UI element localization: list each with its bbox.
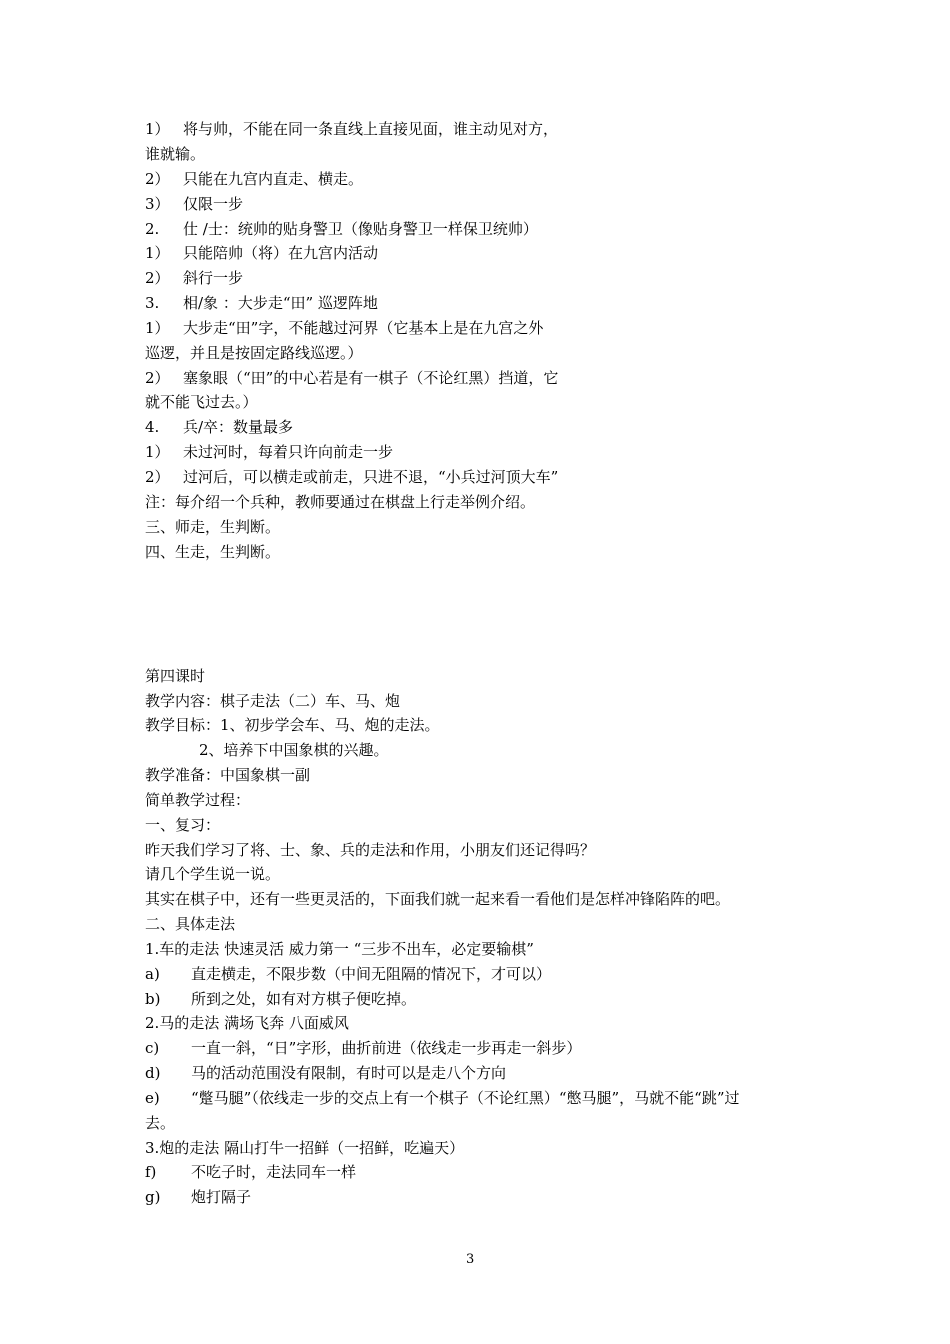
list-item	[145, 1111, 175, 1136]
line-text: 四、生走，生判断。	[145, 543, 281, 561]
list-item	[145, 341, 363, 366]
line-text: 只能在九宫内直走、横走。	[183, 170, 364, 188]
list-marker: d)	[145, 1064, 161, 1082]
paragraph	[145, 937, 534, 962]
list-marker: 2）	[145, 170, 170, 188]
list-marker: 1）	[145, 319, 170, 337]
list-item	[145, 192, 243, 217]
list-item	[145, 217, 538, 242]
line-text: 就不能飞过去。）	[145, 393, 258, 411]
line-text: 不吃子时，走法同车一样	[191, 1163, 357, 1181]
list-item	[145, 1036, 581, 1061]
line-text: 三、师走，生判断。	[145, 518, 281, 536]
list-item	[145, 390, 258, 415]
paragraph	[145, 862, 280, 887]
line-text: 教学内容：棋子走法（二）车、马、炮	[145, 692, 401, 710]
list-item	[145, 316, 543, 341]
paragraph	[145, 887, 730, 912]
paragraph	[199, 738, 389, 763]
line-text: “蹩马腿”（依线走一步的交点上有一个棋子（不论红黑）“憋马腿”，马就不能“跳”过	[191, 1089, 740, 1107]
list-marker: 1）	[145, 120, 170, 138]
line-text: 一、复习：	[145, 816, 221, 834]
list-marker: 1）	[145, 244, 170, 262]
line-text: 1.车的走法 快速灵活 威力第一 “三步不出车，必定要输棋”	[145, 940, 534, 958]
line-text: 昨天我们学习了将、士、象、兵的走法和作用，小朋友们还记得吗？	[145, 841, 596, 859]
line-text: 二、具体走法	[145, 915, 236, 933]
list-marker: g)	[145, 1188, 161, 1206]
list-item	[145, 1185, 251, 1210]
line-text: 兵/卒：数量最多	[183, 418, 294, 436]
line-text: 大步走“田”字，不能越过河界（它基本上是在九宫之外	[183, 319, 544, 337]
paragraph	[145, 763, 310, 788]
list-marker: 3.	[145, 294, 160, 312]
list-item	[145, 415, 293, 440]
list-item	[145, 142, 205, 167]
line-text: 巡逻，并且是按固定路线巡逻。）	[145, 344, 363, 362]
list-marker: 2）	[145, 269, 170, 287]
line-text: 仅限一步	[183, 195, 244, 213]
list-item	[145, 987, 416, 1012]
line-text: 其实在棋子中，还有一些更灵活的，下面我们就一起来看一看他们是怎样冲锋陷阵的吧。	[145, 890, 731, 908]
list-item	[145, 241, 378, 266]
line-text: 教学准备：中国象棋一副	[145, 766, 311, 784]
paragraph	[145, 689, 400, 714]
paragraph	[145, 788, 250, 813]
list-item	[145, 167, 363, 192]
line-text: 2、培养下中国象棋的兴趣。	[199, 741, 389, 759]
paragraph	[145, 813, 220, 838]
paragraph	[145, 1136, 464, 1161]
list-marker: 2.	[145, 220, 160, 238]
line-text: 马的活动范围没有限制，有时可以是走八个方向	[191, 1064, 507, 1082]
list-item	[145, 962, 551, 987]
note-line	[145, 490, 535, 515]
list-item	[145, 366, 558, 391]
line-text: 未过河时，每着只许向前走一步	[183, 443, 394, 461]
list-marker: 3）	[145, 195, 170, 213]
line-text: 请几个学生说一说。	[145, 865, 281, 883]
list-item	[145, 1160, 356, 1185]
line-text: 第四课时	[145, 667, 206, 685]
list-marker: c)	[145, 1039, 160, 1057]
line-text: 炮打隔子	[191, 1188, 252, 1206]
list-marker: f)	[145, 1163, 157, 1181]
line-text: 直走横走，不限步数（中间无阻隔的情况下，才可以）	[191, 965, 552, 983]
list-item	[145, 1086, 740, 1111]
list-item	[145, 291, 378, 316]
line-text: 去。	[145, 1114, 176, 1132]
list-marker: e)	[145, 1089, 160, 1107]
list-item	[145, 440, 393, 465]
paragraph	[145, 515, 280, 540]
paragraph	[145, 540, 280, 565]
list-marker: 2）	[145, 468, 170, 486]
line-text: 注：每介绍一个兵种，教师要通过在棋盘上行走举例介绍。	[145, 493, 536, 511]
list-marker: 1）	[145, 443, 170, 461]
line-text: 2.马的走法 满场飞奔 八面威风	[145, 1014, 349, 1032]
list-item	[145, 117, 558, 142]
line-text: 斜行一步	[183, 269, 244, 287]
paragraph	[145, 713, 440, 738]
page-number: 3	[466, 1252, 475, 1267]
paragraph	[145, 1011, 349, 1036]
line-text: 只能陪帅（将）在九宫内活动	[183, 244, 379, 262]
list-marker: b)	[145, 990, 161, 1008]
list-marker: 2）	[145, 369, 170, 387]
list-marker: a)	[145, 965, 160, 983]
list-item	[145, 465, 558, 490]
line-text: 一直一斜，“日”字形，曲折前进（依线走一步再走一斜步）	[191, 1039, 582, 1057]
line-text: 谁就输。	[145, 145, 206, 163]
line-text: 所到之处，如有对方棋子便吃掉。	[191, 990, 417, 1008]
line-text: 塞象眼（“田”的中心若是有一棋子（不论红黑）挡道，它	[183, 369, 559, 387]
list-item	[145, 1061, 506, 1086]
paragraph	[145, 838, 595, 863]
lesson-title	[145, 664, 205, 689]
list-item	[145, 266, 243, 291]
line-text: 仕 /士：统帅的贴身警卫（像贴身警卫一样保卫统帅）	[183, 220, 538, 238]
line-text: 3.炮的走法 隔山打牛一招鲜（一招鲜，吃遍天）	[145, 1139, 465, 1157]
list-marker: 4.	[145, 418, 160, 436]
line-text: 简单教学过程：	[145, 791, 251, 809]
line-text: 过河后，可以横走或前走，只进不退，“小兵过河顶大车”	[183, 468, 559, 486]
paragraph	[145, 912, 235, 937]
line-text: 教学目标：1、初步学会车、马、炮的走法。	[145, 716, 440, 734]
line-text: 相/象 ：大步走“田” 巡逻阵地	[183, 294, 378, 312]
line-text: 将与帅，不能在同一条直线上直接见面，谁主动见对方，	[183, 120, 559, 138]
